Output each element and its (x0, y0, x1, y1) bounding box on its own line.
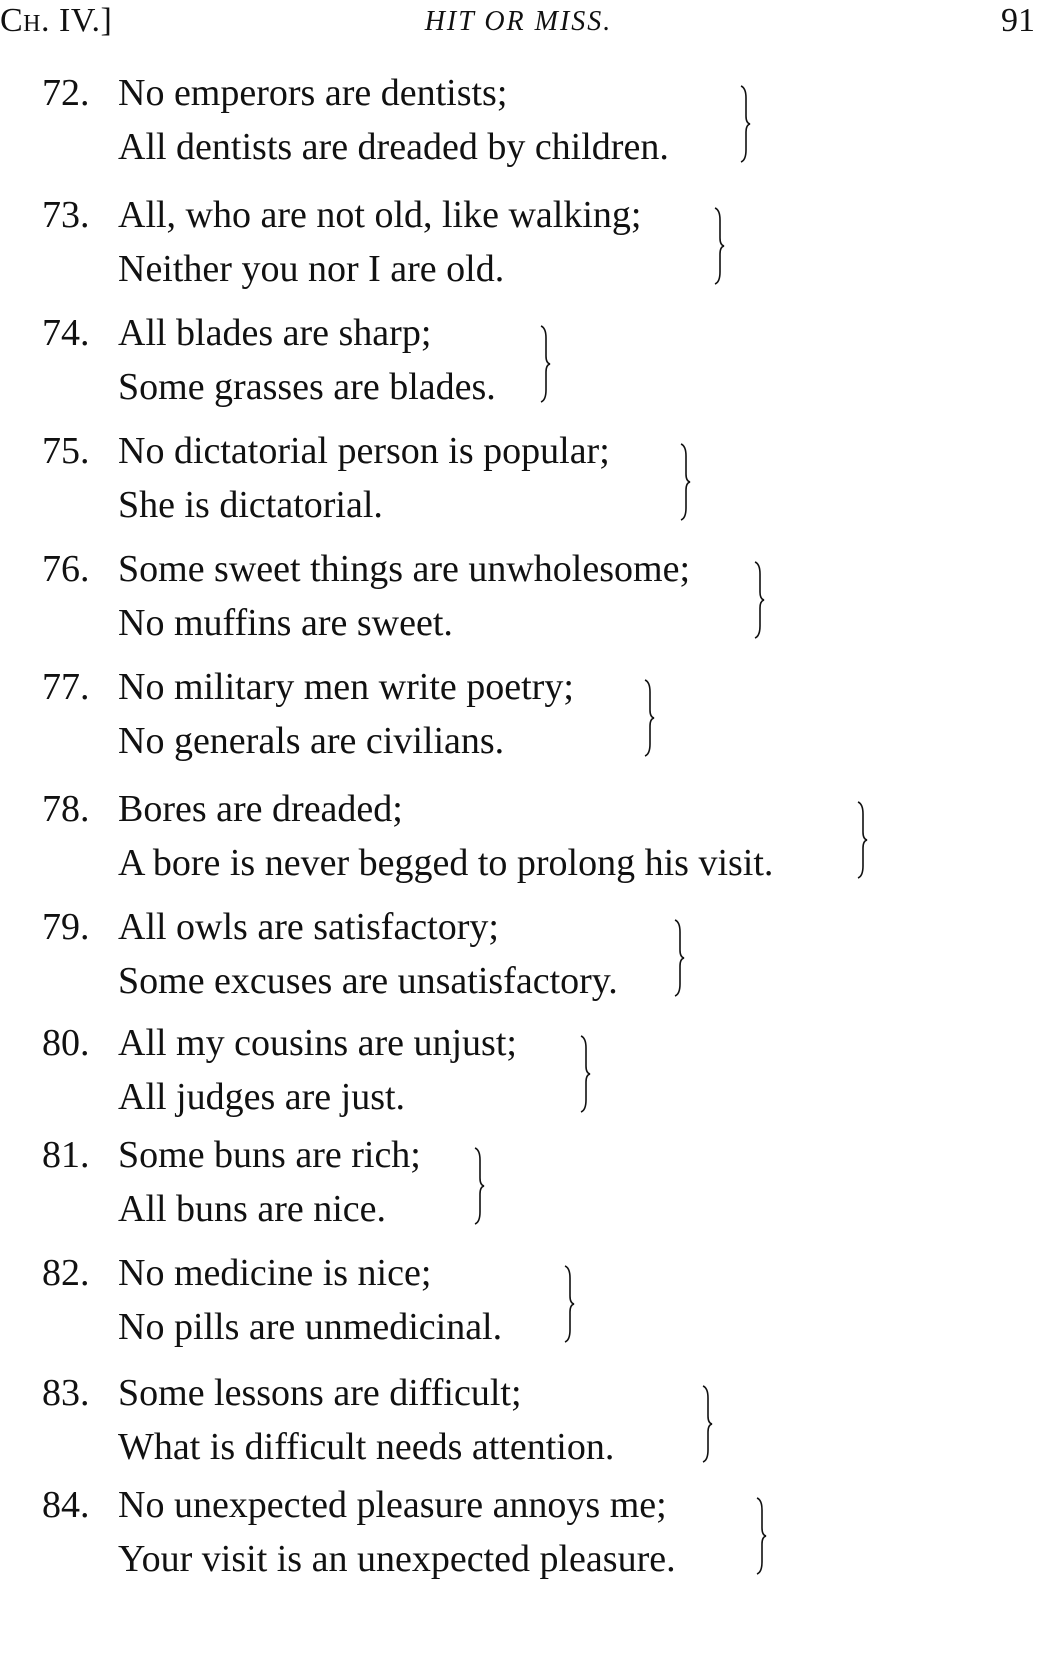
problem-item (0, 1250, 1037, 1360)
brace-icon (538, 324, 552, 404)
premise-line: No pills are unmedicinal. (118, 1306, 503, 1348)
premise-line: Some buns are rich; (118, 1134, 421, 1176)
premise-line: No medicine is nice; (118, 1252, 432, 1294)
premise-line: Some sweet things are unwholesome; (118, 548, 691, 590)
problem-number: 83. (42, 1372, 90, 1414)
brace-icon (642, 678, 656, 758)
problem-number: 80. (42, 1022, 90, 1064)
problem-number: 81. (42, 1134, 90, 1176)
page-number: 91 (1001, 2, 1035, 39)
premise-line: Bores are dreaded; (118, 788, 403, 830)
brace-icon (578, 1034, 592, 1114)
brace-icon (700, 1384, 714, 1464)
problem-item (0, 786, 1037, 896)
problem-number: 73. (42, 194, 90, 236)
brace-icon (752, 560, 766, 640)
premise-line: All, who are not old, like walking; (118, 194, 642, 236)
problem-number: 77. (42, 666, 90, 708)
problem-number: 75. (42, 430, 90, 472)
problem-item (0, 1132, 1037, 1242)
premise-line: She is dictatorial. (118, 484, 383, 526)
problem-item (0, 192, 1037, 302)
premise-line: All buns are nice. (118, 1188, 387, 1230)
premise-line: No dictatorial person is popular; (118, 430, 610, 472)
brace-icon (472, 1146, 486, 1226)
premise-line: All owls are satisfactory; (118, 906, 499, 948)
problem-item (0, 1020, 1037, 1130)
running-title: HIT OR MISS. (424, 6, 613, 37)
problem-item (0, 428, 1037, 538)
premise-line: Your visit is an unexpected pleasure. (118, 1538, 676, 1580)
problem-item (0, 546, 1037, 656)
problem-item (0, 664, 1037, 774)
premise-line: Some lessons are difficult; (118, 1372, 522, 1414)
problem-number: 72. (42, 72, 90, 114)
premise-line: No emperors are dentists; (118, 72, 508, 114)
premise-line: Neither you nor I are old. (118, 248, 505, 290)
premise-line: All dentists are dreaded by children. (118, 126, 669, 168)
premise-line: No generals are civilians. (118, 720, 505, 762)
page-header (0, 0, 1037, 50)
premise-line: Some grasses are blades. (118, 366, 496, 408)
problem-number: 79. (42, 906, 90, 948)
problem-number: 74. (42, 312, 90, 354)
brace-icon (712, 206, 726, 286)
premise-line: What is difficult needs attention. (118, 1426, 615, 1468)
problem-number: 76. (42, 548, 90, 590)
brace-icon (754, 1496, 768, 1576)
problem-number: 78. (42, 788, 90, 830)
premise-line: All blades are sharp; (118, 312, 432, 354)
brace-icon (738, 84, 752, 164)
problem-item (0, 904, 1037, 1014)
premise-line: No military men write poetry; (118, 666, 574, 708)
brace-icon (562, 1264, 576, 1344)
premise-line: Some excuses are unsatisfactory. (118, 960, 618, 1002)
chapter-label: Ch. IV.] (0, 2, 113, 39)
premise-line: All judges are just. (118, 1076, 406, 1118)
problem-item (0, 1370, 1037, 1480)
premise-line: All my cousins are unjust; (118, 1022, 517, 1064)
brace-icon (672, 918, 686, 998)
premise-line: A bore is never begged to prolong his visit. (118, 842, 774, 884)
premise-line: No muffins are sweet. (118, 602, 453, 644)
problem-number: 82. (42, 1252, 90, 1294)
brace-icon (678, 442, 692, 522)
problem-number: 84. (42, 1484, 90, 1526)
problem-item (0, 1482, 1037, 1592)
brace-icon (855, 800, 869, 880)
problem-item (0, 70, 1037, 180)
problem-item (0, 310, 1037, 420)
premise-line: No unexpected pleasure annoys me; (118, 1484, 667, 1526)
